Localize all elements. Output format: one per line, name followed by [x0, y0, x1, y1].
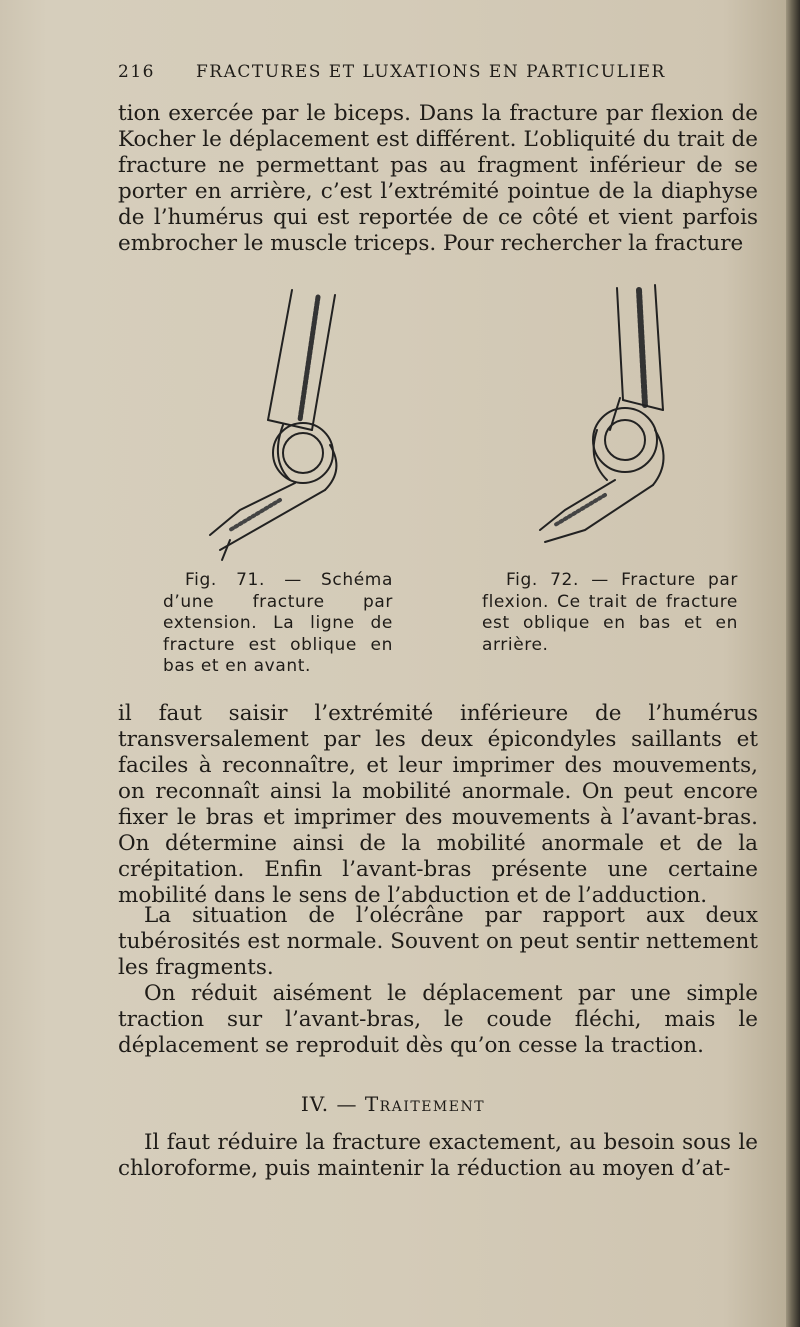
running-title: FRACTURES ET LUXATIONS EN PARTICULIER: [196, 62, 666, 82]
figure-71-caption: Fig. 71. — Schéma d’une fracture par extension. La ligne de fracture est oblique en bas et en avant.: [163, 570, 393, 676]
page-edge-shadow: [786, 0, 800, 1327]
figure-72-caption: Fig. 72. — Fracture par flexion. Ce trait de fracture est oblique en bas et en arrière.: [482, 570, 738, 655]
page-number: 216: [118, 62, 155, 82]
figure-71-illustration: [200, 285, 350, 565]
figure-72-illustration: [525, 280, 685, 555]
paragraph-1: tion exercée par le biceps. Dans la fracture par flexion de Kocher le déplacement est différent. L’obliquité du trait de fracture ne permettant pas au fragment inférieur de se porter en arrière, c’est l’extrémité pointue de la diaphyse de l’humérus qui est reportée de ce côté et vient parfois embrocher le muscle triceps. Pour rechercher la fracture: [118, 101, 758, 256]
section-title: Traitement: [364, 1092, 486, 1116]
paragraph-5: Il faut réduire la fracture exactement, au besoin sous le chloroforme, puis maintenir la réduction au moyen d’at-: [118, 1130, 758, 1181]
paragraph-4: On réduit aisément le déplacement par une simple traction sur l’avant-bras, le coude fléchi, mais le déplacement se reproduit dès qu’on cesse la traction.: [118, 981, 758, 1058]
section-dash: —: [336, 1092, 358, 1116]
paragraph-3: La situation de l’olécrâne par rapport aux deux tubérosités est normale. Souvent on peut sentir nettement les fragments.: [118, 903, 758, 980]
section-heading: [0, 1092, 786, 1116]
paragraph-2: il faut saisir l’extrémité inférieure de l’humérus transversalement par les deux épicondyles saillants et faciles à reconnaître, et leur imprimer des mouvements, on reconnaît ainsi la mobilité anormale. On peut encore fixer le bras et imprimer des mouvements à l’avant-bras. On détermine ainsi de la mobilité anormale et de la crépitation. Enfin l’avant-bras présente une certaine mobilité dans le sens de l’abduction et de l’adduction.: [118, 701, 758, 908]
running-header: [118, 62, 758, 82]
section-numeral: IV.: [300, 1092, 330, 1116]
